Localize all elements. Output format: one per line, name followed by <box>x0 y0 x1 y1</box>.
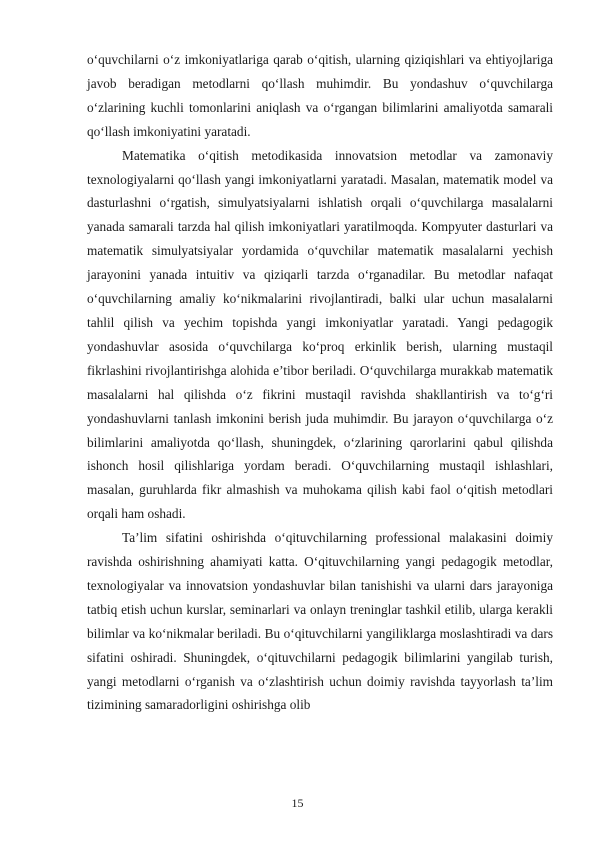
paragraph-continuation: o‘quvchilarni o‘z imkoniyatlariga qarab o‘qitish, ularning qiziqishlari va ehtiyojlariga javob beradigan metodlarni qo‘llash muhimdir. Bu yondashuv o‘quvchilarga o‘zlarining kuchli tomonlarini aniqlash va o‘rgangan bilimlarini amaliyotda samarali qo‘llash imkoniyatini yaratadi. <box>87 52 553 139</box>
paragraph-teacher-qualification: Ta’lim sifatini oshirishda o‘qituvchilarning professional malakasini doimiy ravishda oshirishning ahamiyati katta. O‘qituvchilarning yangi pedagogik metodlar, texnologiyalar va innovatsion yondashuvlar bilan tanishishi va ularni dars jarayoniga tatbiq etish uchun kurslar, seminarlari va onlayn treninglar tashkil etilib, ularga kerakli bilimlar va ko‘nikmalar beriladi. Bu o‘qituvchilarni yangiliklarga moslashtiradi va dars sifatini oshiradi. Shuningdek, o‘qituvchilarni pedagogik bilimlarini yangilab turish, yangi metodlarni o‘rganish va o‘zlashtirish uchun doimiy ravishda tayyorlash ta’lim tizimining samaradorligini oshirishga olib <box>87 530 553 713</box>
page-number: 15 <box>291 796 304 810</box>
paragraph-innovative-methods: Matematika o‘qitish metodikasida innovatsion metodlar va zamonaviy texnologiyalarni qo‘llash yangi imkoniyatlarni yaratadi. Masalan, matematik model va dasturlashni o‘rgatish, simulyatsiyalarni ishlatish orqali o‘quvchilarga masalalarni yanada samarali tarzda hal qilish imkoniyatlari yaratilmoqda. Kompyuter dasturlari va matematik simulyatsiyalar yordamida o‘quvchilar matematik masalalarni yechish jarayonini yanada intuitiv va qiziqarli tarzda o‘rganadilar. Bu metodlar nafaqat o‘quvchilarning amaliy ko‘nikmalarini rivojlantiradi, balki ular uchun masalalarni tahlil qilish va yechim topishda yangi imkoniyatlar yaratadi. Yangi pedagogik yondashuvlar asosida o‘quvchilarga ko‘proq erkinlik berish, ularning mustaqil fikrlashini rivojlantirishga alohida e’tibor beriladi. O‘quvchilarga murakkab matematik masalalarni hal qilishda o‘z fikrini mustaqil ravishda shakllantirish va to‘g‘ri yondashuvlarni tanlash imkonini berish juda muhimdir. Bu jarayon o‘quvchilarga o‘z bilimlarini amaliyotda qo‘llash, shuningdek, o‘zlarining qarorlarini qabul qilishda ishonch hosil qilishlariga yordam beradi. O‘quvchilarning mustaqil ishlashlari, masalan, guruhlarda fikr almashish va muhokama qilish kabi faol o‘qitish metodlari orqali ham oshadi. <box>87 147 553 522</box>
body-text <box>87 48 553 717</box>
